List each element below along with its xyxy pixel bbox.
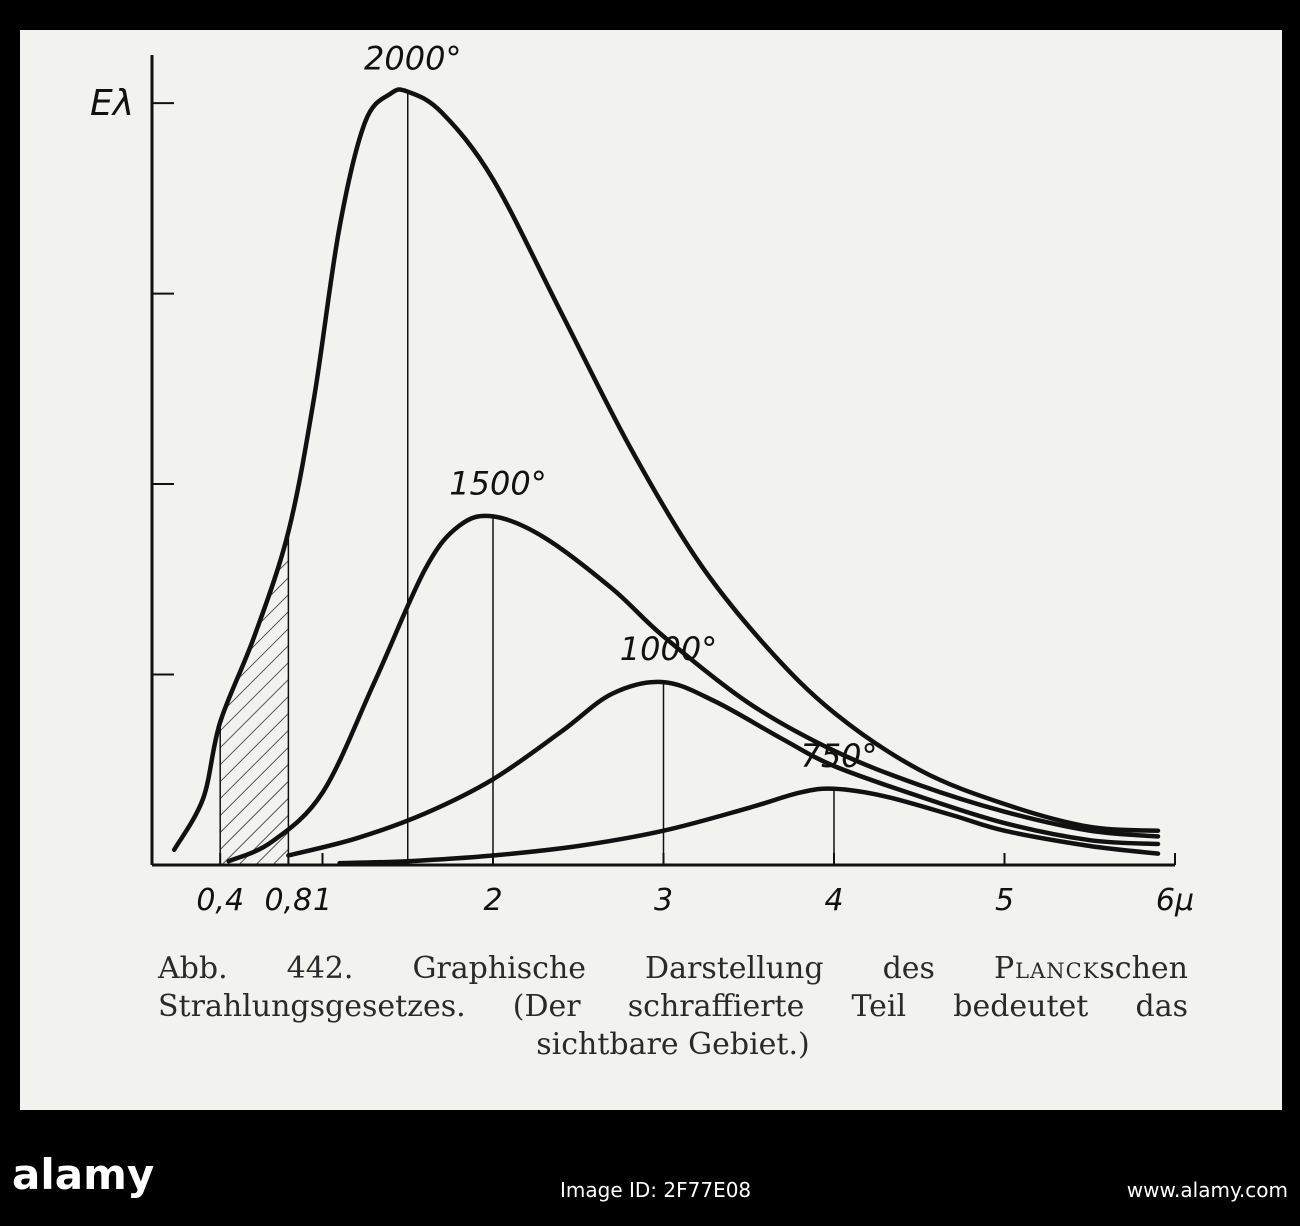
stock-bar — [0, 1110, 1300, 1226]
x-tick-label-4: 2 — [483, 883, 503, 918]
x-tick-label-7: 5 — [994, 883, 1015, 918]
stock-url: www.alamy.com — [1126, 1178, 1288, 1202]
caption-line-3: sichtbare Gebiet.) — [536, 1027, 810, 1062]
x-tick-label-5: 3 — [653, 883, 674, 918]
caption-text-1: Graphische Darstellung des — [412, 951, 935, 986]
series-curve-1 — [174, 89, 1158, 849]
caption-author: Planck — [993, 951, 1100, 986]
series-label-1: 2000° — [364, 39, 462, 78]
stock-logo: alamy — [12, 1150, 155, 1199]
x-tick-label-6: 4 — [824, 883, 844, 918]
figure-caption — [158, 950, 1188, 1064]
series-label-2: 1500° — [449, 464, 547, 503]
x-tick-label-3: 1 — [312, 883, 333, 918]
series-curve-4 — [340, 789, 1158, 863]
series-curve-3 — [288, 682, 1158, 856]
y-axis-label: Eλ — [90, 83, 135, 124]
x-tick-label-2: 0,8 — [264, 883, 313, 918]
x-tick-label-1: 0,4 — [196, 883, 245, 918]
caption-line-2: Strahlungsgesetzes. (Der schraffierte Teil bedeutet das — [158, 989, 1188, 1024]
caption-figure-number: Abb. 442. — [158, 951, 354, 986]
series-label-3: 1000° — [619, 630, 718, 669]
series-group — [173, 89, 1160, 865]
caption-suffix: schen — [1099, 951, 1188, 986]
series-label-4: 750° — [800, 736, 878, 775]
x-tick-label-8: 6μ — [1155, 883, 1195, 918]
stock-image-id: Image ID: 2F77E08 — [560, 1178, 752, 1202]
caption-line-1 — [158, 950, 1188, 988]
